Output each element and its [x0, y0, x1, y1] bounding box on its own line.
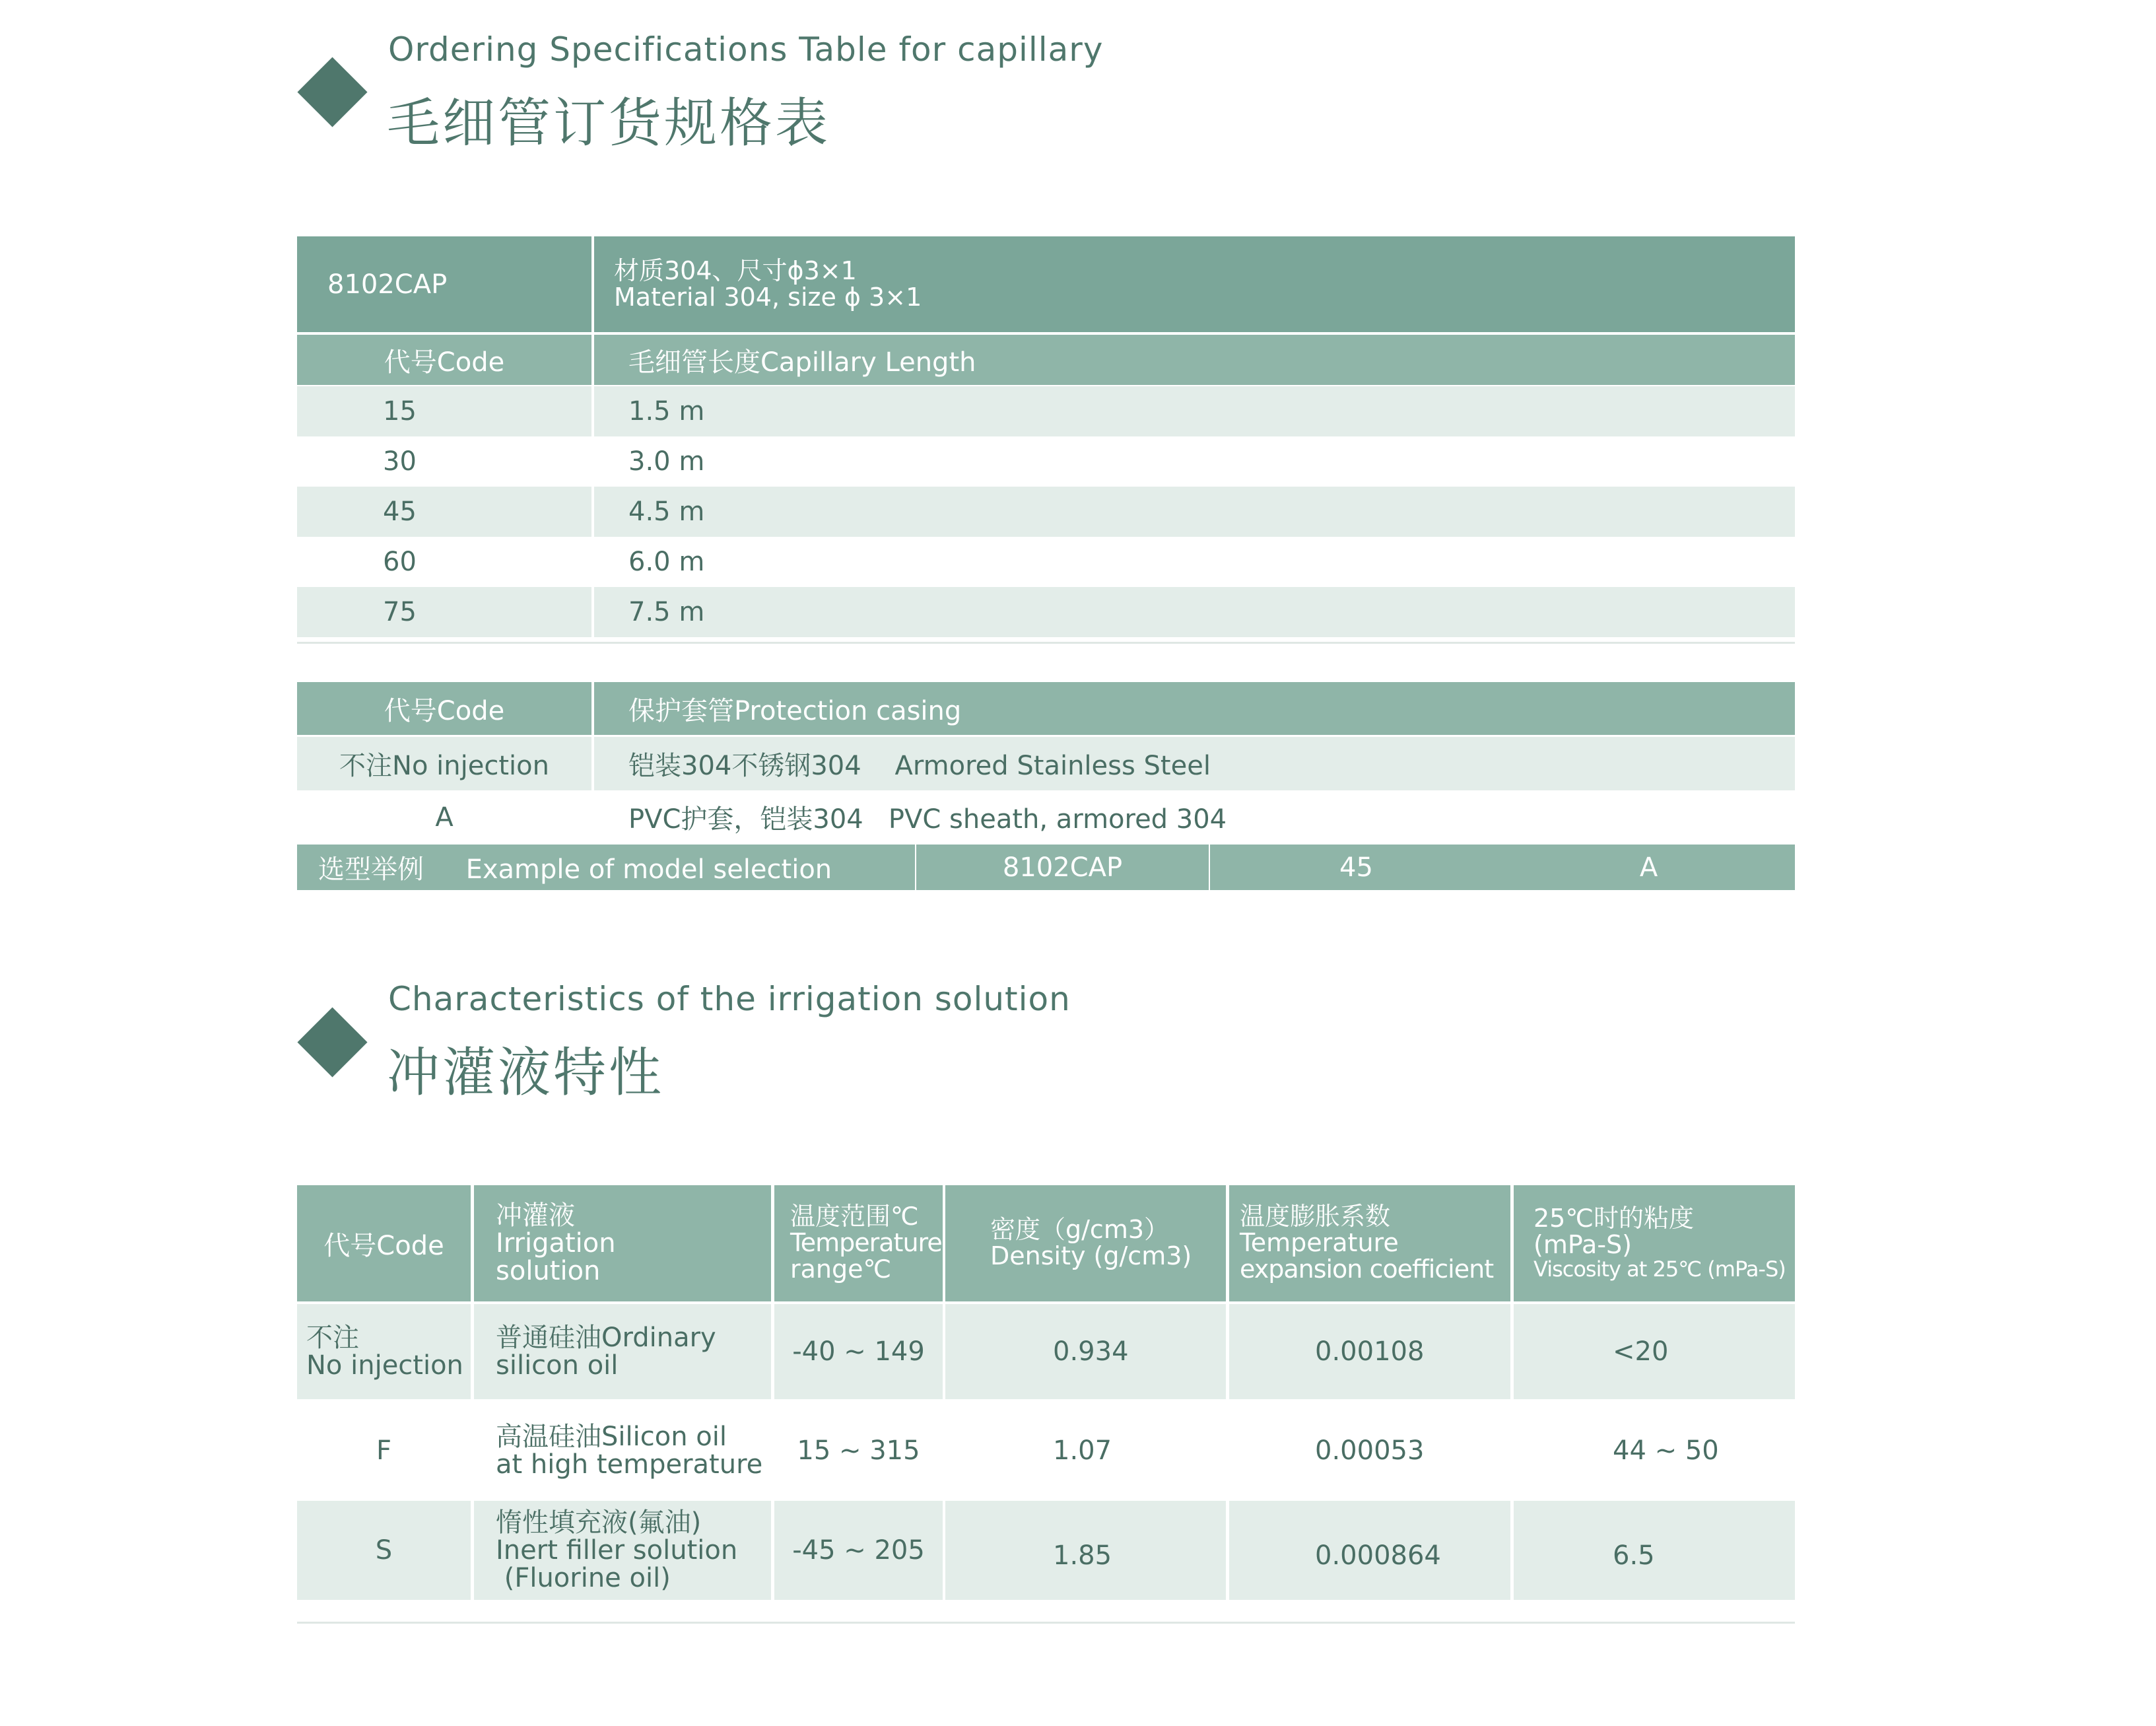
table-row: -45 ~ 205 — [774, 1501, 943, 1600]
divider-line — [297, 642, 1795, 644]
section2-title-en: Characteristics of the irrigation solution — [388, 980, 1071, 1018]
model-code: 8102CAP — [327, 269, 448, 300]
table-row: 15 — [297, 386, 591, 436]
divider-line — [297, 1622, 1795, 1624]
section1-title-en: Ordering Specifications Table for capillary — [388, 30, 1104, 69]
table-row: 45 — [297, 487, 591, 537]
example-model-cell: 8102CAP — [916, 845, 1209, 890]
header-density: 密度（g/cm3） Density (g/cm3) — [945, 1185, 1226, 1301]
model-code-cell — [297, 236, 591, 332]
header-temp-range: 温度范围℃ Temperature range℃ — [774, 1185, 943, 1301]
table-row: 1.5 m — [594, 386, 1795, 436]
table-row: 44 ~ 50 — [1514, 1402, 1795, 1498]
casing-label-header: 保护套管Protection casing — [594, 682, 1795, 735]
header-expansion: 温度膨胀系数 Temperature expansion coefficient — [1229, 1185, 1510, 1301]
table-row: -40 ~ 149 — [774, 1304, 943, 1399]
table-row: 4.5 m — [594, 487, 1795, 537]
table-row: <20 — [1514, 1304, 1795, 1399]
table-row: 15 ~ 315 — [774, 1402, 943, 1498]
model-desc-cell — [594, 236, 1795, 332]
model-desc-cn: 材质304、尺寸ϕ3×1 — [614, 256, 857, 285]
section2-title-cn: 冲灌液特性 — [387, 1042, 664, 1103]
table-row: 75 — [297, 587, 591, 637]
table-row: 7.5 m — [594, 587, 1795, 637]
table-row: 不注 No injection — [297, 1304, 471, 1399]
table-row: 0.934 — [945, 1304, 1226, 1399]
example-length-cell: 45 — [1210, 845, 1502, 890]
table-row: S — [297, 1501, 471, 1600]
header-viscosity: 25℃时的粘度 (mPa-S) Viscosity at 25℃ (mPa-S) — [1514, 1185, 1795, 1301]
example-label-cell: 选型举例 Example of model selection — [297, 845, 915, 890]
table-row: 普通硅油Ordinary silicon oil — [474, 1304, 771, 1399]
model-desc-en: Material 304, size ϕ 3×1 — [614, 282, 922, 312]
table-row: 1.07 — [945, 1402, 1226, 1498]
table-row: 3.0 m — [594, 436, 1795, 487]
table-row: 6.0 m — [594, 537, 1795, 587]
table-row: 30 — [297, 436, 591, 487]
table-row: 不注No injection — [297, 737, 591, 790]
table-row: 60 — [297, 537, 591, 587]
table-row: 1.85 — [945, 1501, 1226, 1600]
table-row: 0.000864 — [1229, 1501, 1510, 1600]
table-row: 铠装304不锈钢304 Armored Stainless Steel — [594, 737, 1795, 790]
diamond-bullet-icon — [297, 57, 367, 127]
header-solution: 冲灌液 Irrigation solution — [474, 1185, 771, 1301]
table-row: 惰性填充液(氟油) Inert filler solution (Fluorine oil) — [474, 1501, 771, 1600]
header-code: 代号Code — [297, 1185, 471, 1301]
casing-code-header: 代号Code — [297, 682, 591, 735]
table-row: 6.5 — [1514, 1501, 1795, 1600]
length-code-header: 代号Code — [297, 335, 591, 385]
table-row: 0.00108 — [1229, 1304, 1510, 1399]
diamond-bullet-icon — [297, 1007, 367, 1077]
length-label-header: 毛细管长度Capillary Length — [594, 335, 1795, 385]
table-row: A — [297, 790, 591, 844]
table-row: F — [297, 1402, 471, 1498]
example-casing-cell: A — [1502, 845, 1795, 890]
table-row: 高温硅油Silicon oil at high temperature — [474, 1402, 771, 1498]
table-row: PVC护套，铠装304 PVC sheath, armored 304 — [594, 790, 1795, 844]
table-row: 0.00053 — [1229, 1402, 1510, 1498]
section1-title-cn: 毛细管订货规格表 — [387, 92, 830, 154]
